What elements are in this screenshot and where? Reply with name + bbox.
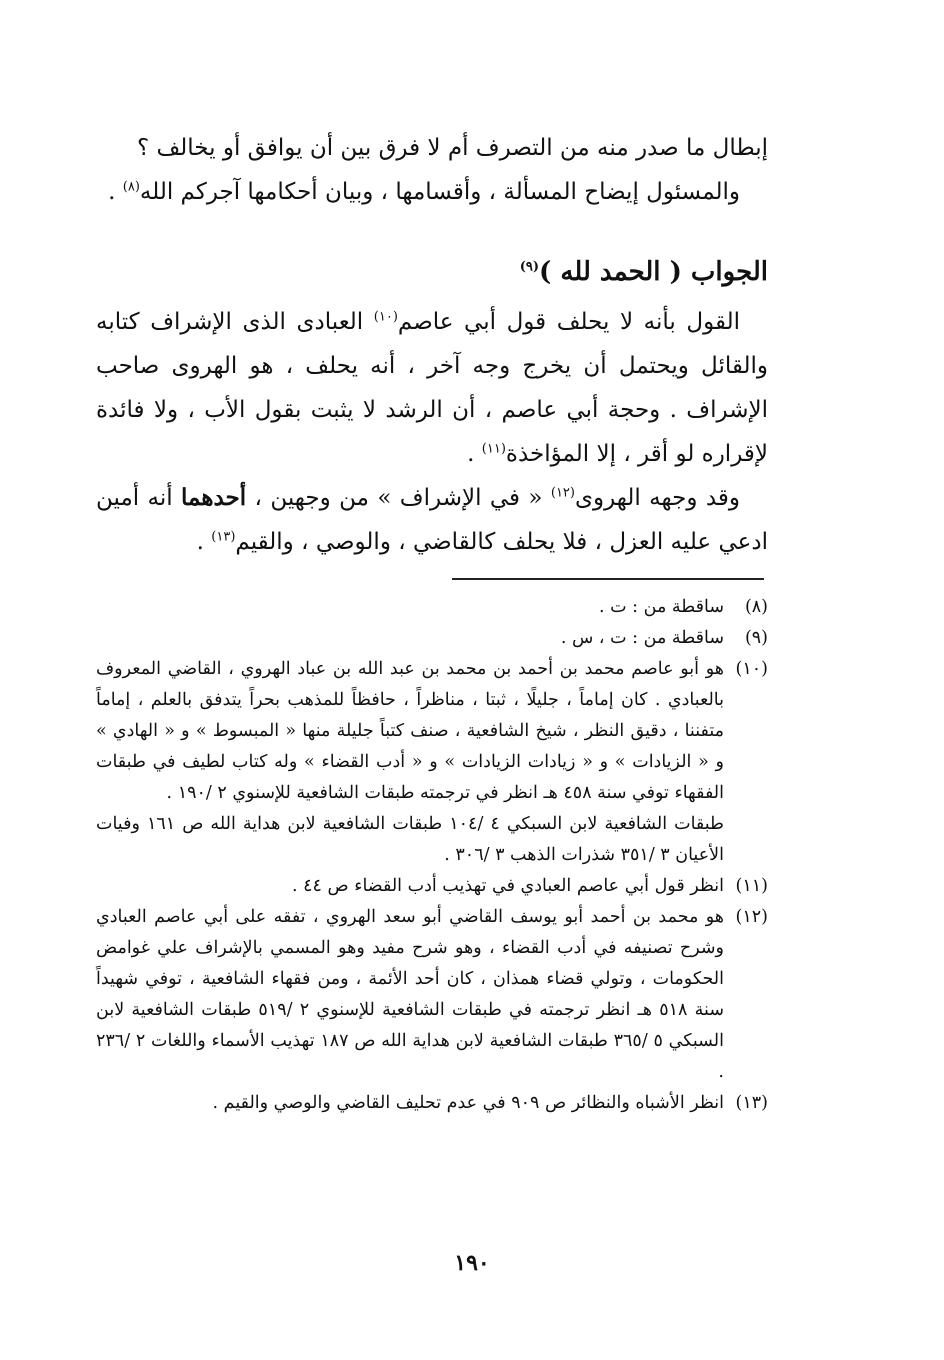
footnote-13: [96, 1088, 768, 1119]
page-number: ١٩٠: [454, 1250, 490, 1276]
footnote-12-text: هو محمد بن أحمد أبو يوسف القاضي أبو سعد الهروي ، تفقه على أبي عاصم العبادي وشرح تصنيفه في أدب القضاء ، وهو شرح مفيد وهو المسمي بالإشراف علي غوامض الحكومات ، وتولي قضاء همذان ، كان أحد الأئمة ، ومن فقهاء الشافعية ، توفي شهيداً سنة ٥١٨ هـ انظر ترجمته في طبقات الشافعية للإسنوي ٢ /٥١٩ طبقات الشافعية لابن السبكي ٥ /٣٦٥ طبقات الشافعية لابن هداية الله ص ١٨٧ تهذيب الأسماء واللغات ٢ /٢٣٦ .: [96, 907, 724, 1082]
answer-heading: [96, 250, 768, 294]
footnote-10-text: هو أبو عاصم محمد بن أحمد بن محمد بن عبد الله بن عباد الهروي ، القاضي المعروف بالعبادي . كان إماماً ، جليلًا ، ثبتا ، مناظراً ، حافظاً للمذهب بحراً يتدفق بالعلم ، إماماً متفننا ، دقيق النظر ، شيخ الشافعية ، صنف كتباً جليلة منها « المبسوط » و « الهادي » و « الزيادات » و « زيادات الزيادات » و « أدب القضاء » وله كتاب لطيف في طبقات الفقهاء توفي سنة ٤٥٨ هـ انظر في ترجمته طبقات الشافعية للإسنوي ٢ /١٩٠ .: [96, 659, 724, 803]
question-line-2-text: والمسئول إيضاح المسألة ، وأقسامها ، وبيان أحكامها آجركم الله: [139, 179, 740, 205]
paragraph-2: [96, 476, 768, 564]
paragraph-2-text: [96, 476, 768, 564]
question-block: [96, 126, 768, 214]
question-line-2-end: .: [108, 179, 123, 205]
footnote-ref-11: (١١): [481, 441, 506, 457]
footnote-8-text: ساقطة من : ت .: [599, 597, 724, 617]
paragraph-2-part-3: أنه أمين ادعي عليه العزل ، فلا يحلف كالقاضي ، والوصي ، والقيم: [96, 485, 768, 555]
paragraph-2-part-2: « في الإشراف » من وجهين ،: [246, 485, 551, 511]
footnote-12-number: (١٢): [735, 907, 768, 927]
answer-heading-text: الجواب ( الحمد لله ): [539, 257, 768, 287]
footnote-10-continuation: طبقات الشافعية لابن السبكي ٤ /١٠٤ طبقات الشافعية لابن هداية الله ص ١٦١ وفيات الأعيان ٣ /٣٥١ شذرات الذهب ٣ /٣٠٦ .: [96, 814, 724, 865]
question-line-1: [96, 126, 768, 170]
footnote-12: [96, 902, 768, 1088]
question-line-1-text: إبطال ما صدر منه من التصرف أم لا فرق بين أن يوافق أو يخالف ؟: [136, 135, 768, 161]
footnote-13-number: (١٣): [735, 1093, 768, 1113]
footnote-separator: [452, 578, 764, 580]
footnote-13-text: انظر الأشباه والنظائر ص ٩٠٩ في عدم تحليف القاضي والوصي والقيم .: [212, 1093, 724, 1113]
footnote-11-number: (١١): [735, 876, 768, 896]
footnote-9-text: ساقطة من : ت ، س .: [560, 628, 724, 648]
paragraph-2-bold-word: أحدهما: [181, 484, 247, 511]
footnote-ref-12: (١٢): [550, 485, 575, 501]
paragraph-1-part-1: القول بأنه لا يحلف قول أبي عاصم: [397, 309, 740, 335]
footnote-10: [96, 654, 768, 809]
paragraph-1: [96, 300, 768, 476]
footnote-9: [96, 623, 768, 654]
paragraph-1-part-3: .: [467, 441, 482, 467]
footnote-8: [96, 592, 768, 623]
footnote-ref-8: (٨): [122, 179, 140, 195]
paragraph-2-part-4: .: [196, 529, 212, 555]
footnote-11-text: انظر قول أبي عاصم العبادي في تهذيب أدب القضاء ص ٤٤ .: [292, 876, 724, 896]
footnotes-section: [96, 592, 768, 1119]
footnote-ref-10: (١٠): [373, 309, 398, 325]
footnote-10-number: (١٠): [735, 659, 768, 679]
footnote-9-number: (٩): [744, 628, 768, 648]
footnote-8-number: (٨): [744, 597, 768, 617]
footnote-11: [96, 871, 768, 902]
question-line-2: [96, 170, 768, 214]
paragraph-2-part-1: وقد وجهه الهروى: [575, 485, 740, 511]
footnote-ref-13: (١٣): [211, 529, 236, 545]
footnote-ref-9: (٩): [519, 259, 540, 275]
paragraph-1-part-2: العبادى الذى الإشراف كتابه والقائل ويحتمل أن يخرج وجه آخر ، أنه يحلف ، هو الهروى صاحب الإشراف . وحجة أبي عاصم ، أن الرشد لا يثبت بقول الأب ، ولا فائدة لإقراره لو أقر ، إلا المؤاخذة: [96, 309, 768, 467]
paragraph-1-text: [96, 300, 768, 476]
